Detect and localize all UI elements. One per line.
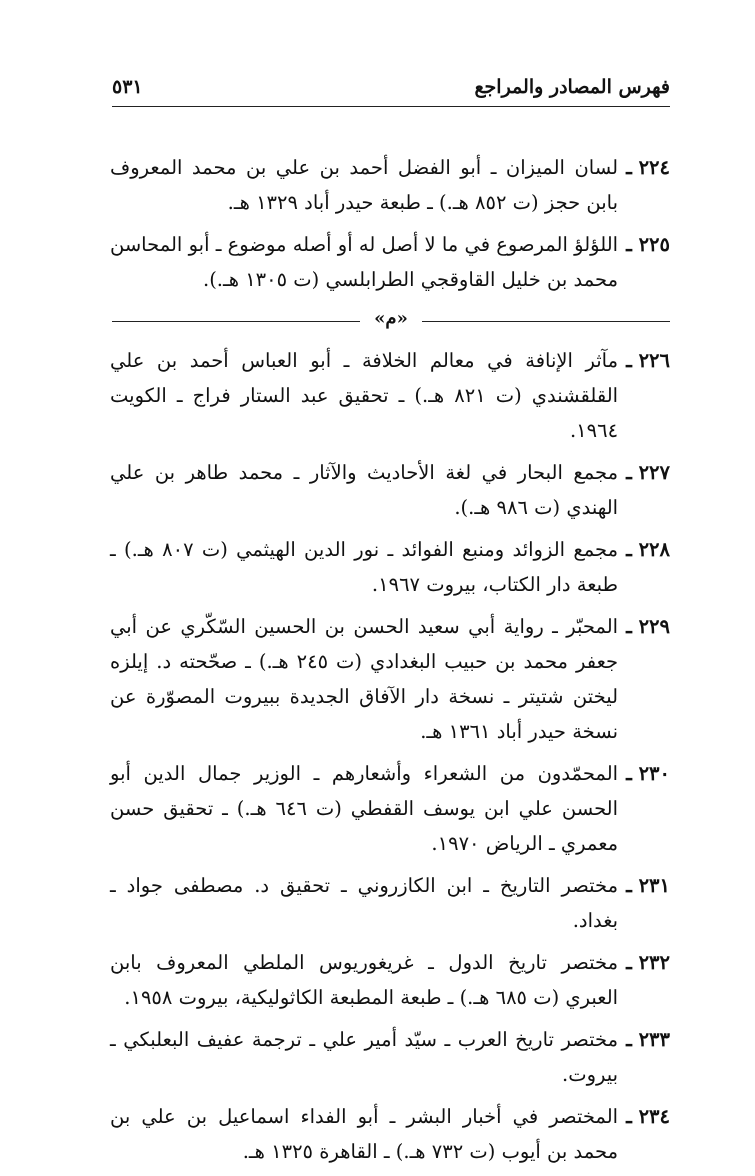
entry-text: مختصر تاريخ الدول ـ غريغوريوس الملطي المعروف بابن العبري (ت ٦٨٥ هـ.) ـ طبعة المطبعة الكاثوليكية، بيروت ١٩٥٨. xyxy=(110,951,619,1009)
entry-number: ٢٣٢ ـ xyxy=(626,951,670,974)
entry-text: لسان الميزان ـ أبو الفضل أحمد بن علي بن محمد المعروف بابن حجز (ت ٨٥٢ هـ.) ـ طبعة حيدر أباد ١٣٢٩ هـ. xyxy=(110,156,619,214)
section-letter: «م» xyxy=(374,308,408,329)
running-header xyxy=(112,70,670,107)
entry-number: ٢٢٤ ـ xyxy=(626,156,670,179)
bibliography-entry xyxy=(110,868,670,938)
bibliography-entry xyxy=(110,455,670,525)
entry-number: ٢٢٦ ـ xyxy=(626,349,670,372)
bibliography-entry xyxy=(110,756,670,861)
bibliography-entry xyxy=(110,150,670,220)
bibliography-entry xyxy=(110,227,670,297)
entry-text: المحمّدون من الشعراء وأشعارهم ـ الوزير جمال الدين أبو الحسن علي ابن يوسف القفطي (ت ٦٤٦ هـ.) ـ تحقيق حسن معمري ـ الرياض ١٩٧٠. xyxy=(110,762,619,855)
bibliography-entry xyxy=(110,1099,670,1169)
bibliography-list-mim xyxy=(110,343,670,1176)
bibliography-entry xyxy=(110,1022,670,1092)
bibliography-entry xyxy=(110,945,670,1015)
bibliography-list-lam xyxy=(110,150,670,304)
entry-text: مجمع الزوائد ومنبع الفوائد ـ نور الدين الهيثمي (ت ٨٠٧ هـ.) ـ طبعة دار الكتاب، بيروت ١٩٦٧. xyxy=(110,538,619,596)
entry-number: ٢٣١ ـ xyxy=(626,874,670,897)
entry-text: مآثر الإنافة في معالم الخلافة ـ أبو العباس أحمد بن علي القلقشندي (ت ٨٢١ هـ.) ـ تحقيق عبد الستار فراج ـ الكويت ١٩٦٤. xyxy=(110,349,619,442)
entry-number: ٢٢٩ ـ xyxy=(626,615,670,638)
divider-rule-right xyxy=(422,321,670,322)
header-title: فهرس المصادر والمراجع xyxy=(474,76,670,98)
entry-text: مختصر التاريخ ـ ابن الكازروني ـ تحقيق د. مصطفى جواد ـ بغداد. xyxy=(110,874,619,932)
entry-text: المحبّر ـ رواية أبي سعيد الحسن بن الحسين السّكّري عن أبي جعفر محمد بن حبيب البغدادي (ت ٢٤٥ هـ.) ـ صحّحته د. إيلزه ليختن شتيتر ـ نسخة دار الآفاق الجديدة ببيروت المصوّرة عن نسخة حيدر أباد ١٣٦١ هـ. xyxy=(110,615,619,743)
bibliography-entry xyxy=(110,609,670,749)
bibliography-entry xyxy=(110,532,670,602)
entry-number: ٢٣٠ ـ xyxy=(626,762,670,785)
entry-text: مجمع البحار في لغة الأحاديث والآثار ـ محمد طاهر بن علي الهندي (ت ٩٨٦ هـ.). xyxy=(110,461,619,519)
entry-number: ٢٢٧ ـ xyxy=(626,461,670,484)
entry-text: مختصر تاريخ العرب ـ سيّد أمير علي ـ ترجمة عفيف البعلبكي ـ بيروت. xyxy=(110,1028,619,1086)
entry-text: المختصر في أخبار البشر ـ أبو الفداء اسماعيل بن علي بن محمد بن أيوب (ت ٧٣٢ هـ.) ـ القاهرة ١٣٢٥ هـ. xyxy=(110,1105,619,1163)
section-divider xyxy=(112,308,670,338)
page-number: ٥٣١ xyxy=(112,76,143,98)
entry-number: ٢٢٥ ـ xyxy=(626,233,670,256)
entry-number: ٢٣٤ ـ xyxy=(626,1105,670,1128)
entry-text: اللؤلؤ المرصوع في ما لا أصل له أو أصله موضوع ـ أبو المحاسن محمد بن خليل القاوقجي الطرابلسي (ت ١٣٠٥ هـ.). xyxy=(110,233,619,291)
entry-number: ٢٢٨ ـ xyxy=(626,538,670,561)
entry-number: ٢٣٣ ـ xyxy=(626,1028,670,1051)
bibliography-entry xyxy=(110,343,670,448)
